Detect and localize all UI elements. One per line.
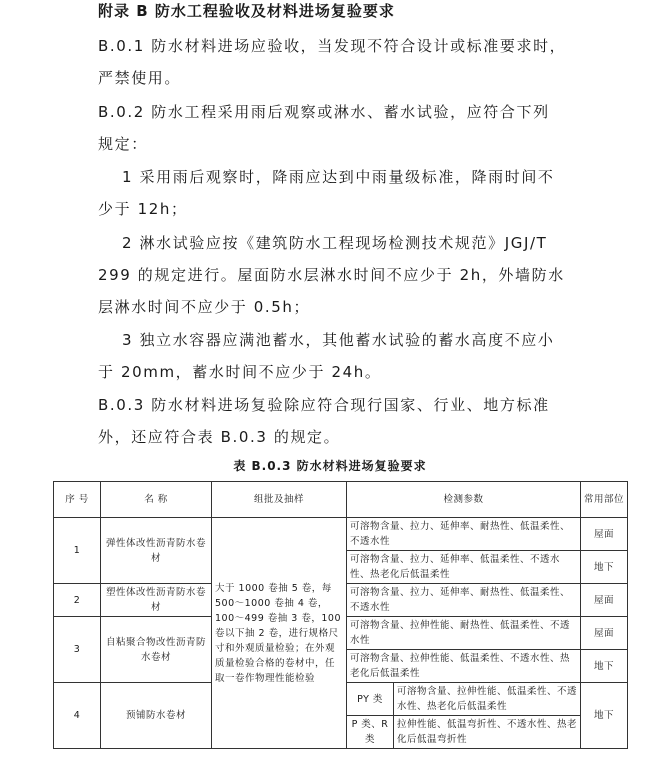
- material-name: 弹性体改性沥青防水卷材: [101, 518, 212, 584]
- batch-rule: 大于 1000 卷抽 5 卷，每 500～1000 卷抽 4 卷，100～499 卷抽 3 卷，100 卷以下抽 2 卷，进行规格尺寸和外观质量检验；在外观质量检验合格的卷材中，任取一卷作物理性能检验: [212, 518, 347, 749]
- header-cell: 检测参数: [347, 482, 581, 518]
- material-name: 塑性体改性沥青防水卷材: [101, 584, 212, 617]
- location: 屋面: [581, 518, 628, 551]
- body-line: B.0.3 防水材料进场复验除应符合现行国家、行业、地方标准: [98, 396, 550, 414]
- test-params: 可溶物含量、拉力、延伸率、低温柔性、不透水性、热老化后低温柔性: [347, 551, 581, 584]
- table-header-row: [54, 482, 628, 518]
- location: 屋面: [581, 584, 628, 617]
- header-cell: 常用部位: [581, 482, 628, 518]
- appendix-heading: 附录 B 防水工程验收及材料进场复验要求: [98, 2, 395, 20]
- location: 地下: [581, 551, 628, 584]
- test-params: 可溶物含量、拉力、延伸率、耐热性、低温柔性、不透水性: [347, 518, 581, 551]
- row-number: 4: [54, 683, 101, 749]
- test-params: 可溶物含量、拉力、延伸率、耐热性、低温柔性、不透水性: [347, 584, 581, 617]
- header-cell: 序 号: [54, 482, 101, 518]
- test-params: 可溶物含量、拉伸性能、耐热性、低温柔性、不透水性: [347, 617, 581, 650]
- body-line: 外，还应符合表 B.0.3 的规定。: [98, 428, 341, 446]
- material-retest-table: [53, 481, 628, 749]
- location: 地下: [581, 683, 628, 749]
- sub-type: PY 类: [347, 683, 394, 716]
- row-number: 3: [54, 617, 101, 683]
- body-line: 于 20mm，蓄水时间不应少于 24h。: [98, 363, 382, 381]
- test-params: 可溶物含量、拉伸性能、低温柔性、不透水性、热老化后低温柔性: [394, 683, 581, 716]
- body-line: 1 采用雨后观察时，降雨应达到中雨量级标准，降雨时间不: [122, 168, 555, 186]
- body-line: 2 淋水试验应按《建筑防水工程现场检测技术规范》JGJ/T: [122, 234, 548, 252]
- test-params: 可溶物含量、拉伸性能、低温柔性、不透水性、热老化后低温柔性: [347, 650, 581, 683]
- body-line: 少于 12h；: [98, 200, 188, 218]
- table-row: [54, 518, 628, 551]
- row-number: 2: [54, 584, 101, 617]
- location: 地下: [581, 650, 628, 683]
- material-name: 预铺防水卷材: [101, 683, 212, 749]
- row-number: 1: [54, 518, 101, 584]
- location: 屋面: [581, 617, 628, 650]
- header-cell: 组批及抽样: [212, 482, 347, 518]
- table-caption: 表 B.0.3 防水材料进场复验要求: [233, 459, 427, 473]
- body-line: 严禁使用。: [98, 69, 182, 87]
- sub-type: P 类、R 类: [347, 716, 394, 749]
- body-line: B.0.1 防水材料进场应验收，当发现不符合设计或标准要求时，: [98, 37, 567, 55]
- body-line: B.0.2 防水工程采用雨后观察或淋水、蓄水试验，应符合下列: [98, 103, 550, 121]
- body-line: 层淋水时间不应少于 0.5h；: [98, 298, 311, 316]
- body-line: 299 的规定进行。屋面防水层淋水时间不应少于 2h，外墙防水: [98, 266, 565, 284]
- material-name: 自粘聚合物改性沥青防水卷材: [101, 617, 212, 683]
- header-cell: 名 称: [101, 482, 212, 518]
- body-line: 3 独立水容器应满池蓄水，其他蓄水试验的蓄水高度不应小: [122, 331, 555, 349]
- body-line: 规定：: [98, 135, 148, 153]
- test-params: 拉伸性能、低温弯折性、不透水性、热老化后低温弯折性: [394, 716, 581, 749]
